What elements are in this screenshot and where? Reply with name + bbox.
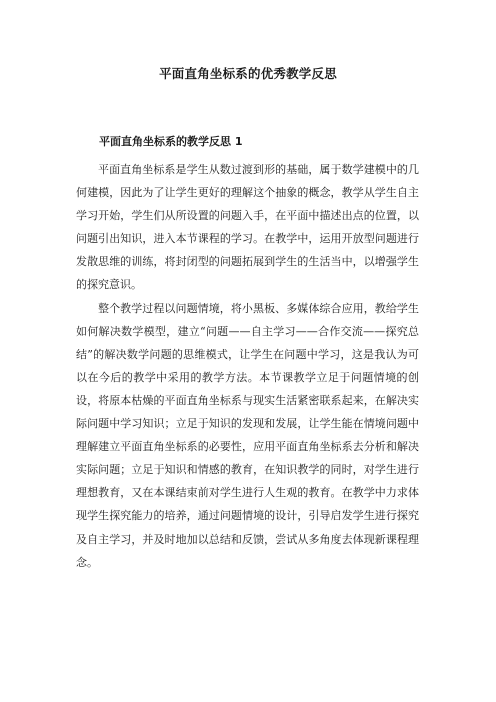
document-title: 平面直角坐标系的优秀教学反思 [159, 66, 337, 81]
paragraph-1: 平面直角坐标系是学生从数过渡到形的基础，属于数学建模中的几何建模，因此为了让学生更好的理解这个抽象的概念，教学从学生自主学习开始，学生们从所设置的问题入手，在平面中描述出点的位置，以问题引出知识，进入本节课程的学习。在教学中，运用开放型问题进行发散思维的训练，将封闭型的问题拓展到学生的生活当中，以增强学生的探究意识。 [76, 163, 419, 292]
paragraph-2: 整个教学过程以问题情境，将小黑板、多媒体综合应用，教给学生如何解决数学模型，建立“问题——自主学习——合作交流——探究总结”的解决数学问题的思维模式，让学生在问题中学习，这是我认为可以在今后的教学中采用的教学方法。本节课教学立足于问题情境的创设，将原本枯燥的平面直角坐标系与现实生活紧密联系起来，在解决实际问题中学习知识；立足于知识的发现和发展，让学生能在情境问题中理解建立平面直角坐标系的必要性，应用平面直角坐标系去分析和解决实际问题；立足于知识和情感的教育，在知识教学的同时，对学生进行理想教育，又在本课结束前对学生进行人生观的教育。在教学中力求体现学生探究能力的培养，通过问题情境的设计，引导启发学生进行探究及自主学习，并及时地加以总结和反馈，尝试从多角度去体现新课程理念。 [76, 301, 419, 569]
document-body [76, 158, 419, 574]
section-heading: 平面直角坐标系的教学反思 1 [99, 135, 243, 148]
